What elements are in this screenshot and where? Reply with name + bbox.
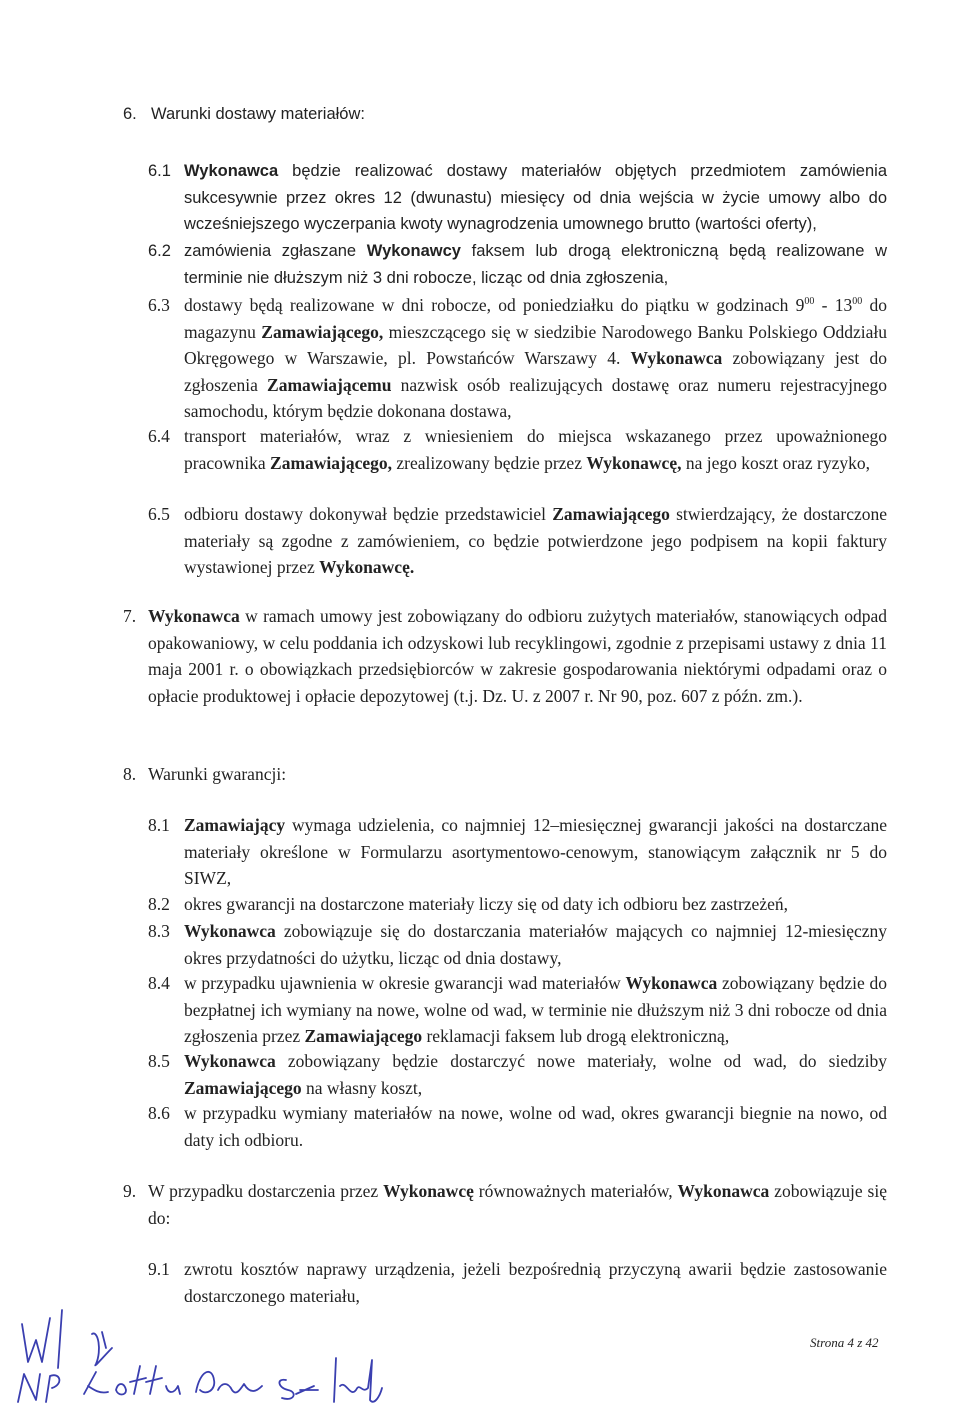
bold-term: Zamawiający [184,815,286,835]
text-run: na własny koszt, [301,1077,423,1098]
text-run: faksem lub drogą elektroniczną będą realizowane w terminie nie dłuższym niż 3 dni robocze, licząc od dnia zgłoszenia, [184,242,888,287]
bold-term: Zamawiającego [552,504,670,524]
text-run: okres gwarancji na dostarczone materiały liczy się od daty ich odbioru bez zastrzeżeń, [184,894,788,914]
item-6-2-text [184,238,887,291]
item-8-3-number: 8.3 [148,921,170,941]
text-run: wymaga udzielenia, co najmniej 12–miesięcznej gwarancji jakości na dostarczane materiały określone w Formularzu asortymentowo-cenowym, stanowiącym załącznik nr 5 do SIWZ, [184,815,887,888]
bold-term: Wykonawcy [366,242,461,260]
item-8-5-number: 8.5 [148,1051,170,1071]
bold-term: Wykonawcę, [586,452,682,473]
bold-term: Zamawiającego, [261,321,384,342]
item-8-4-text [184,970,887,1050]
text-run: dostawy będą realizowane w dni robocze, od poniedziałku do piątku w godzinach 9 [184,295,805,315]
bold-term: Wykonawcę [383,1181,474,1201]
item-8-6-number: 8.6 [148,1103,170,1123]
text-run: - 13 [814,295,853,315]
bold-term: Wykonawca [184,162,279,180]
text-run: będzie realizować dostawy materiałów objętych przedmiotem zamówienia sukcesywnie przez okres 12 (dwunastu) miesięcy od dnia wejścia w życie umowy albo do wcześniejszego wyczerpania kwoty wynagrodzenia umownego brutto (wartości oferty), [184,162,887,233]
section-9-number: 9. [123,1181,137,1201]
item-6-4-number: 6.4 [148,426,170,446]
item-8-4-number: 8.4 [148,973,170,993]
bold-term: Wykonawca [625,973,718,993]
bold-term: Wykonawca [184,921,276,941]
text-run: zobowiązuje się do dostarczania materiałów mających co najmniej 12-miesięczny okres przydatności do użytku, licząc od dnia dostawy, [184,921,887,968]
text-run: zobowiązany będzie do bezpłatnej ich wymiany na nowe, wolne od wad, w terminie nie dłuższym niż 3 dni robocze od dnia zgłoszenia przez [184,973,888,1046]
text-run: w przypadku ujawnienia w okresie gwarancji wad materiałów [184,973,626,993]
bold-term: Zamawiającego [304,1026,423,1046]
text-run: mieszczącego się w siedzibie Narodowego Banku Polskiego Oddziału Okręgowego w Warszawie, pl. Powstańców Warszawy 4. [184,321,887,368]
text-run: równoważnych materiałów, [473,1181,678,1201]
text-run: transport materiałów, wraz z wniesieniem do miejsca wskazanego przez upoważnionego pracownika [184,426,887,473]
text-run: na jego koszt oraz ryzyko, [681,452,871,473]
bold-term: Zamawiającego [184,1077,302,1098]
item-6-5-text [184,501,887,581]
section-7-number: 7. [123,606,137,626]
text-run: w ramach umowy jest zobowiązany do odbioru zużytych materiałów, stanowiących odpad opakowaniowy, w celu poddania ich odzyskowi lub recyklingowi, zgodnie z przepisami ustawy z dnia 11 maja 2001 r. o obowiązkach przedsiębiorców w zakresie gospodarowania niektórymi odpadami oraz o opłacie produktowej i opłacie depozytowej (t.j. Dz. U. z 2007 r. Nr 90, poz. 607 z późn. zm.). [148,606,887,706]
text-run: nazwisk osób realizujących dostawę oraz numeru rejestracyjnego samochodu, którym będzie dokonana dostawa, [184,374,887,421]
item-9-1-number: 9.1 [148,1259,170,1279]
item-8-1-text [184,812,887,892]
handwritten-signature [0,1290,400,1413]
item-6-1-number: 6.1 [148,162,171,180]
bold-term: Wykonawca [148,606,240,626]
item-6-2-number: 6.2 [148,242,171,260]
text-run: W przypadku dostarczenia przez [148,1181,384,1201]
text-run: odbioru dostawy dokonywał będzie przedstawiciel [184,504,553,524]
item-8-6-text [184,1100,887,1153]
superscript-text: 00 [852,296,863,308]
bold-term: Zamawiającego, [270,452,393,473]
bold-term: Wykonawca [184,1051,276,1071]
item-8-3-text [184,918,887,971]
text-run: zobowiązuje się do: [148,1181,887,1228]
bold-term: Wykonawcę. [319,557,415,577]
text-run: zobowiązany jest do zgłoszenia [184,348,887,395]
section-6-title: Warunki dostawy materiałów: [151,105,365,123]
bold-term: Wykonawca [630,348,723,368]
section-8-number: 8. [123,764,137,784]
item-6-3-number: 6.3 [148,295,170,315]
text-run: zwrotu kosztów naprawy urządzenia, jeżeli bezpośrednią przyczyną awarii będzie zastosowanie dostarczonego materiału, [184,1259,887,1306]
item-8-5-text [184,1048,887,1101]
text-run: stwierdzający, że dostarczone materiały są zgodne z zamówieniem, co będzie potwierdzone jego podpisem na kopii faktury wystawionej przez [184,504,888,577]
section-8-title: Warunki gwarancji: [148,764,287,784]
section-9-text [148,1178,887,1231]
item-8-1-number: 8.1 [148,815,170,835]
text-run: zobowiązany będzie dostarczyć nowe materiały, wolne od wad, do siedziby [275,1051,887,1071]
text-run: reklamacji faksem lub drogą elektroniczną, [422,1026,730,1046]
text-run: zamówienia zgłaszane [184,242,367,260]
section-6-number: 6. [123,105,137,123]
item-6-1-text [184,158,887,238]
item-8-2-text [184,891,887,918]
text-run: zrealizowany będzie przez [392,452,587,473]
bold-term: Wykonawca [677,1181,770,1201]
section-7-text [148,603,887,709]
item-6-3-text [184,292,887,425]
item-6-4-text [184,423,887,476]
page-number: Strona 4 z 42 [810,1335,879,1350]
bold-term: Zamawiającemu [267,374,392,395]
item-8-2-number: 8.2 [148,894,170,914]
superscript-text: 00 [804,296,815,308]
item-6-5-number: 6.5 [148,504,170,524]
text-run: w przypadku wymiany materiałów na nowe, wolne od wad, okres gwarancji biegnie na nowo, od daty ich odbioru. [184,1103,887,1150]
text-run: do magazynu [184,295,888,342]
